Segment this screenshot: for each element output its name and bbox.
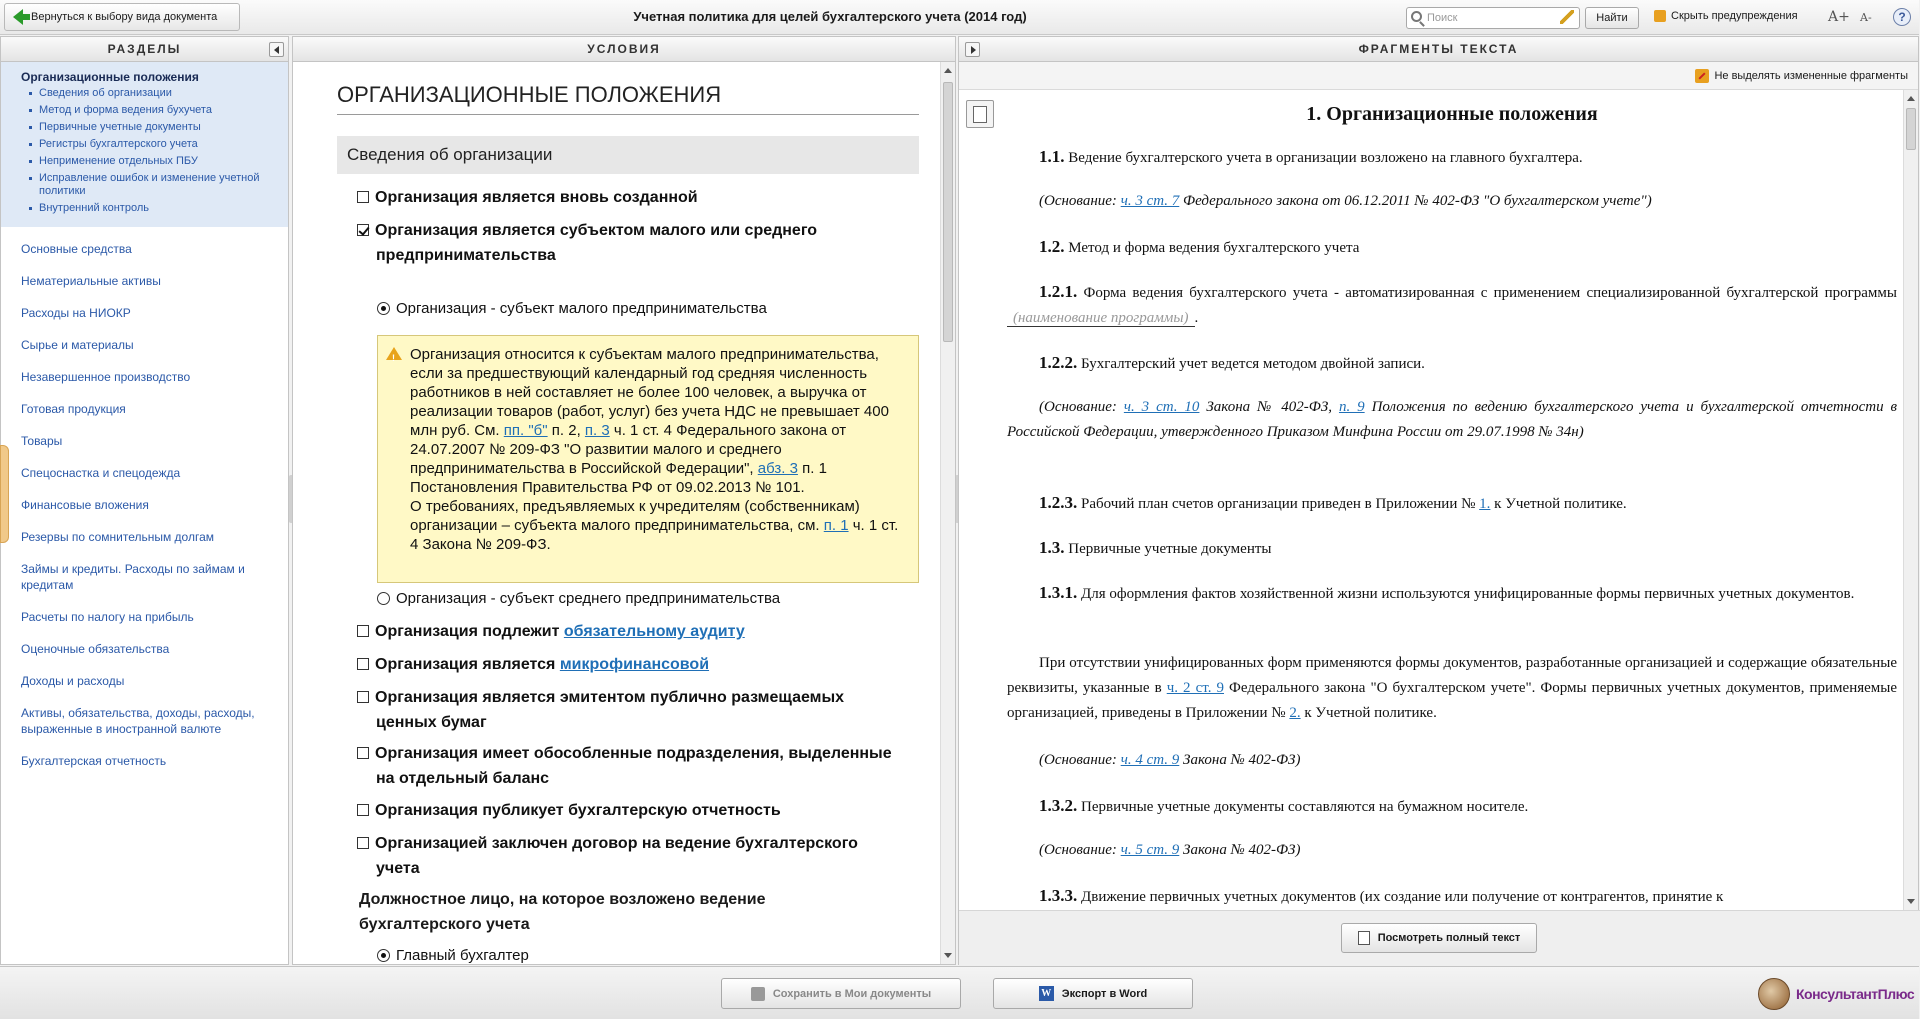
fragment-paragraph	[1007, 580, 1897, 607]
option-audit	[357, 619, 927, 644]
no-highlight-icon	[1695, 69, 1709, 83]
no-highlight-button[interactable]	[1695, 69, 1908, 83]
subsection-item[interactable]: Неприменение отдельных ПБУ	[21, 155, 280, 168]
radio-medium-business-row	[377, 588, 780, 610]
arrow-left-icon	[13, 9, 23, 25]
paragraph-text: Первичные учетные документы	[1068, 541, 1272, 557]
collapse-sections-button[interactable]	[269, 42, 284, 57]
fragment-basis	[1007, 189, 1897, 214]
law-link[interactable]: ч. 3 ст. 7	[1120, 193, 1180, 209]
conditions-title: ОРГАНИЗАЦИОННЫЕ ПОЛОЖЕНИЯ	[337, 82, 919, 115]
basis-text: Федерального закона от 06.12.2011 № 402-ФЗ "О бухгалтерском учете")	[1183, 193, 1652, 209]
section-item[interactable]: Финансовые вложения	[21, 498, 149, 512]
active-section-title[interactable]: Организационные положения	[21, 70, 199, 84]
option-new-organization	[357, 185, 927, 210]
warning-toggle-icon	[1654, 10, 1666, 22]
fragments-header-label: ФРАГМЕНТЫ ТЕКСТА	[1358, 42, 1519, 56]
note-text: ч. 1 ст. 4 Федерального закона от 24.07.2007 № 209-ФЗ "О развитии малого и среднего предпринимательства в Российской Федерации",	[410, 422, 847, 477]
subsection-item[interactable]: Сведения об организации	[21, 87, 280, 100]
scroll-up-icon[interactable]	[944, 68, 952, 73]
paragraph-number: 1.2.3.	[1039, 493, 1078, 512]
scroll-down-icon[interactable]	[944, 953, 952, 958]
fragments-header	[959, 37, 1918, 62]
fragments-scrollbar[interactable]	[1903, 90, 1918, 910]
conditions-section-title: Сведения об организации	[337, 136, 919, 174]
option-publish	[357, 798, 927, 823]
fragment-paragraph	[1007, 234, 1897, 261]
bottom-toolbar	[0, 966, 1919, 1019]
scroll-thumb[interactable]	[943, 82, 953, 342]
note-text: п. 2,	[551, 422, 581, 439]
view-full-text-label: Посмотреть полный текст	[1377, 932, 1521, 944]
fragment-paragraph	[1007, 883, 1897, 910]
option-label: Организация имеет обособленные подразделения, выделенные	[375, 745, 892, 762]
radio-label: Организация - субъект среднего предпринимательства	[396, 590, 781, 607]
help-icon[interactable]: ?	[1893, 8, 1911, 26]
fragment-paragraph	[1007, 535, 1897, 562]
paragraph-number: 1.2.2.	[1039, 353, 1078, 372]
radio-chief-accountant[interactable]	[377, 949, 390, 962]
radio-medium-business[interactable]	[377, 592, 390, 605]
subsection-item[interactable]: Исправление ошибок и изменение учетной политики	[21, 172, 280, 198]
fragments-toolbar	[959, 62, 1918, 90]
section-item[interactable]: Спецоснастка и спецодежда	[21, 466, 181, 480]
save-to-my-documents-button[interactable]	[721, 978, 961, 1009]
document-title: Учетная политика для целей бухгалтерского учета (2014 год)	[633, 9, 1027, 24]
document-icon	[1358, 931, 1370, 945]
section-item[interactable]: Займы и кредиты. Расходы по займам и кредитам	[21, 562, 245, 592]
checkbox-publish[interactable]	[357, 804, 369, 816]
law-link[interactable]: ч. 2 ст. 9	[1166, 680, 1224, 696]
option-branches	[357, 741, 927, 791]
conditions-body	[293, 62, 955, 964]
conditions-panel	[292, 36, 956, 965]
paragraph-text: Первичные учетные документы составляются на бумажном носителе.	[1081, 799, 1529, 815]
section-item[interactable]: Активы, обязательства, доходы, расходы, выраженные в иностранной валюте	[21, 706, 255, 736]
no-highlight-label: Не выделять измененные фрагменты	[1714, 70, 1908, 82]
basis-text: Закона № 402-ФЗ,	[1206, 399, 1333, 415]
conditions-scrollbar[interactable]	[940, 62, 955, 964]
option-label: Организацией заключен договор на ведение бухгалтерского	[375, 835, 858, 852]
paragraph-number: 1.3.3.	[1039, 886, 1078, 905]
option-small-business	[357, 218, 927, 268]
basis-text: (Основание:	[1039, 399, 1117, 415]
audit-link[interactable]: обязательному аудиту	[563, 623, 745, 640]
section-item[interactable]: Доходы и расходы	[21, 674, 125, 688]
responsible-official-heading	[359, 887, 919, 937]
fragment-paragraph	[1007, 793, 1897, 820]
option-outsourcing	[357, 831, 927, 881]
option-label: на отдельный баланс	[376, 770, 550, 787]
note-text: ч. 1 ст. 4 Закона № 209-ФЗ.	[410, 517, 899, 553]
clear-search-icon[interactable]	[1560, 10, 1574, 24]
fragment-paragraph	[1007, 144, 1897, 171]
fragment-basis	[1007, 748, 1897, 773]
option-microfinance	[357, 652, 927, 677]
option-label: ценных бумаг	[376, 714, 487, 731]
side-drawer-handle[interactable]	[0, 445, 9, 543]
paragraph-number: 1.3.2.	[1039, 796, 1078, 815]
info-note	[377, 335, 919, 583]
note-text: О требованиях, предъявляемых к учредителям (собственникам) организации – субъекта малого предпринимательства, см.	[410, 498, 860, 534]
search-icon	[1411, 11, 1422, 22]
section-item[interactable]: Расчеты по налогу на прибыль	[21, 610, 194, 624]
paragraph-text: к Учетной политике.	[1494, 496, 1627, 512]
paragraph-text: к Учетной политике.	[1304, 705, 1437, 721]
fragment-paragraph	[1007, 350, 1897, 377]
find-button[interactable]: Найти	[1585, 7, 1639, 29]
scroll-down-icon[interactable]	[1907, 899, 1915, 904]
fragment-paragraph	[1007, 651, 1897, 726]
fragment-basis	[1007, 838, 1897, 863]
note-text: п. 1 Постановления Правительства РФ от 09.02.2013 № 101.	[410, 460, 827, 496]
paragraph-number: 1.3.1.	[1039, 583, 1078, 602]
fragments-panel	[958, 36, 1919, 965]
back-button-label: Вернуться к выбору вида документа	[31, 11, 218, 23]
paragraph-text: Метод и форма ведения бухгалтерского учета	[1068, 240, 1360, 256]
radio-small-business-row	[377, 298, 767, 320]
law-link[interactable]: п. 9	[1338, 399, 1365, 415]
basis-text: (Основание:	[1039, 752, 1117, 768]
heading-line: Должностное лицо, на которое возложено ведение	[359, 891, 766, 908]
conditions-header: УСЛОВИЯ	[293, 37, 955, 62]
font-increase-icon[interactable]: A+	[1828, 9, 1850, 25]
active-section	[1, 62, 288, 227]
collapse-left-icon	[274, 46, 279, 54]
checkbox-outsourcing[interactable]	[357, 837, 369, 849]
note-text: Организация относится к субъектам малого предпринимательства, если за предшествующий календарный год средняя численность работников в ней составляет не более 100 человек, а выручка от реализации товаров (работ, услуг) без учета НДС не превышает 400 млн руб. См.	[410, 346, 889, 439]
radio-small-business[interactable]	[377, 302, 390, 315]
paragraph-number: 1.2.	[1039, 237, 1065, 256]
paragraph-number: 1.2.1.	[1039, 282, 1078, 301]
option-label: учета	[376, 860, 420, 877]
option-label: предпринимательства	[376, 247, 556, 264]
note-link[interactable]: пп. "б"	[503, 422, 548, 439]
fragment-basis	[1007, 395, 1897, 445]
section-item[interactable]: Нематериальные активы	[21, 274, 161, 288]
subsection-item[interactable]: Метод и форма ведения бухучета	[21, 104, 280, 117]
fragments-document	[959, 90, 1904, 910]
radio-label: Организация - субъект малого предпринимательства	[396, 300, 767, 317]
law-link[interactable]: ч. 4 ст. 9	[1120, 752, 1180, 768]
warning-icon	[386, 347, 402, 360]
word-icon: W	[1039, 986, 1054, 1001]
note-link[interactable]: п. 1	[823, 517, 849, 534]
law-link[interactable]: ч. 3 ст. 10	[1123, 399, 1200, 415]
scroll-up-icon[interactable]	[1907, 96, 1915, 101]
document-view-icon[interactable]	[966, 100, 994, 128]
paragraph-text: Федерального закона "О бухгалтерском учете". Формы первичных учетных документов, применяемые организацией, приведены в Приложении №	[1007, 680, 1898, 721]
checkbox-microfinance[interactable]	[357, 658, 369, 670]
sections-panel	[0, 36, 289, 965]
checkbox-branches[interactable]	[357, 747, 369, 759]
logo-icon	[1758, 978, 1790, 1010]
appendix-link[interactable]: 1.	[1479, 496, 1491, 512]
paragraph-text: Форма ведения бухгалтерского учета - автоматизированная с применением специализированной бухгалтерской программы	[1083, 285, 1897, 301]
checkbox-issuer[interactable]	[357, 691, 369, 703]
option-issuer	[357, 685, 927, 735]
logo-text: КонсультантПлюс	[1796, 986, 1915, 1002]
search-input[interactable]: Поиск	[1406, 7, 1580, 29]
option-label: Организация подлежит	[375, 623, 560, 640]
basis-text: Закона № 402-ФЗ)	[1183, 752, 1301, 768]
sections-header	[1, 37, 288, 62]
paragraph-number: 1.3.	[1039, 538, 1065, 557]
paragraph-text: Для оформления фактов хозяйственной жизни используются унифицированные формы первичных учетных документов.	[1081, 586, 1855, 602]
fragment-heading: 1. Организационные положения	[1306, 103, 1598, 125]
radio-chief-accountant-row	[377, 945, 529, 965]
paragraph-text: Бухгалтерский учет ведется методом двойной записи.	[1081, 356, 1425, 372]
back-button[interactable]	[4, 3, 240, 31]
basis-text: (Основание:	[1039, 842, 1117, 858]
paragraph-text: Движение первичных учетных документов (их создание или получение от контрагентов, принятие к	[1081, 889, 1724, 905]
section-item[interactable]: Расходы на НИОКР	[21, 306, 131, 320]
option-label: Организация является	[375, 656, 556, 673]
checkbox-small-business[interactable]	[357, 224, 369, 236]
section-item[interactable]: Сырье и материалы	[21, 338, 134, 352]
basis-text: Положения по ведению бухгалтерского учета и бухгалтерской отчетности в Российской Федерации, утвержденного Приказом Минфина России от 29.07.1998 № 34н)	[1007, 399, 1898, 440]
paragraph-text: При отсутствии унифицированных форм применяются формы документов, разработанные организацией и содержащие обязательные реквизиты, указанные в	[1007, 655, 1897, 696]
section-item[interactable]: Оценочные обязательства	[21, 642, 170, 656]
section-item[interactable]: Резервы по сомнительным долгам	[21, 530, 215, 544]
section-item[interactable]: Товары	[21, 434, 63, 448]
paragraph-text: Рабочий план счетов организации приведен в Приложении №	[1081, 496, 1476, 512]
save-label: Сохранить в Мои документы	[772, 987, 932, 1000]
option-label: Организация является субъектом малого или среднего	[375, 222, 818, 239]
sections-header-label: РАЗДЕЛЫ	[107, 42, 182, 56]
paragraph-number: 1.1.	[1039, 147, 1065, 166]
section-item[interactable]: Незавершенное производство	[21, 370, 191, 384]
consultant-plus-logo	[1758, 977, 1914, 1011]
option-label: Организация является эмитентом публично размещаемых	[375, 689, 845, 706]
paragraph-text: Ведение бухгалтерского учета в организации возложено на главного бухгалтера.	[1068, 150, 1583, 166]
font-decrease-icon[interactable]: A-	[1860, 11, 1872, 24]
hide-warnings-label: Скрыть предупреждения	[1671, 10, 1798, 22]
fragments-footer	[959, 910, 1920, 966]
basis-text: (Основание:	[1039, 193, 1117, 209]
subsection-item[interactable]: Первичные учетные документы	[21, 121, 280, 134]
scroll-thumb[interactable]	[1906, 108, 1916, 150]
microfinance-link[interactable]: микрофинансовой	[559, 656, 710, 673]
law-link[interactable]: ч. 5 ст. 9	[1120, 842, 1180, 858]
appendix-link[interactable]: 2.	[1289, 705, 1301, 721]
collapse-right-icon	[971, 46, 976, 54]
heading-line: бухгалтерского учета	[359, 916, 530, 933]
subsection-item[interactable]: Внутренний контроль	[21, 202, 280, 215]
section-item[interactable]: Бухгалтерская отчетность	[21, 754, 167, 768]
program-name-field[interactable]: (наименование программы)	[1007, 310, 1195, 327]
note-link[interactable]: п. 3	[584, 422, 610, 439]
radio-label: Главный бухгалтер	[396, 947, 529, 964]
collapse-fragments-button[interactable]	[965, 42, 980, 57]
subsection-item[interactable]: Регистры бухгалтерского учета	[21, 138, 280, 151]
fragment-paragraph	[1007, 490, 1897, 517]
section-item[interactable]: Готовая продукция	[21, 402, 126, 416]
option-label: Организация является вновь созданной	[375, 189, 698, 206]
checkbox-audit[interactable]	[357, 625, 369, 637]
export-word-label: Экспорт в Word	[1061, 987, 1148, 1000]
save-icon	[751, 987, 765, 1001]
note-link[interactable]: абз. 3	[757, 460, 798, 477]
checkbox-new-organization[interactable]	[357, 191, 369, 203]
option-label: Организация публикует бухгалтерскую отчетность	[375, 802, 781, 819]
export-word-button[interactable]	[993, 978, 1193, 1009]
hide-warnings-button[interactable]	[1654, 10, 1798, 22]
view-full-text-button[interactable]	[1341, 923, 1537, 953]
fragment-paragraph: 1.2.1. Форма ведения бухгалтерского учета - автоматизированная с применением специализированной бухгалтерской программы (наименование программы) .	[1007, 279, 1897, 331]
top-toolbar	[0, 0, 1919, 35]
basis-text: Закона № 402-ФЗ)	[1183, 842, 1301, 858]
section-item[interactable]: Основные средства	[21, 242, 132, 256]
